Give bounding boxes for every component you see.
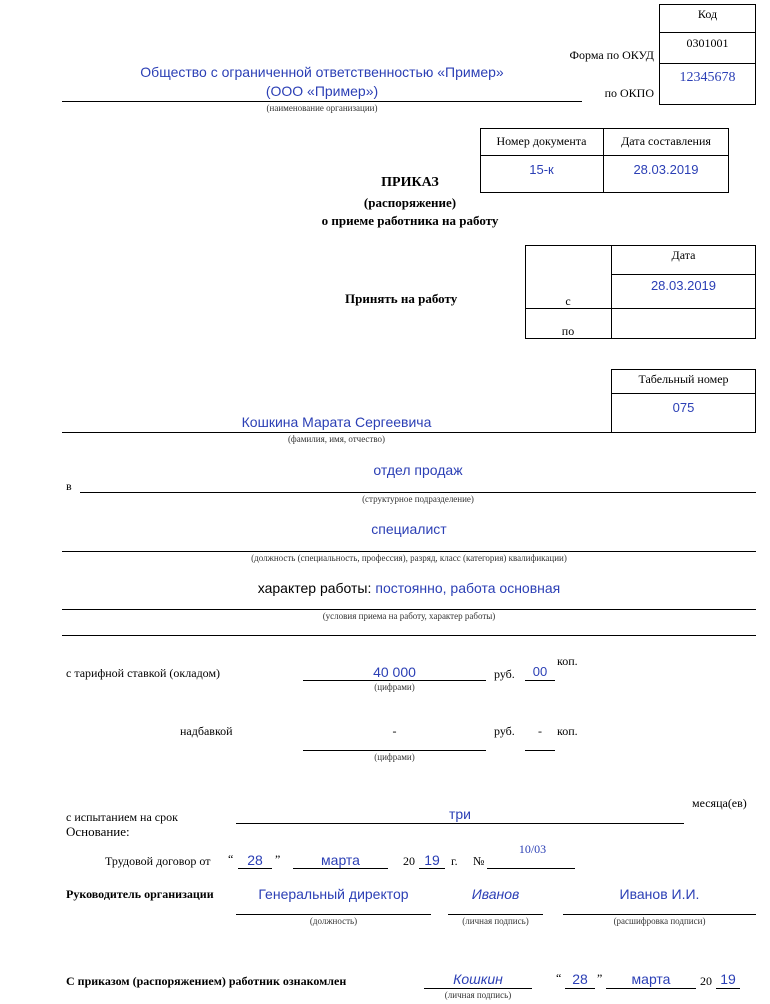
contract-quote-open: “ <box>228 852 234 866</box>
salary-caption: (цифрами) <box>374 682 415 692</box>
work-nature-line-2 <box>62 635 756 636</box>
bonus-caption: (цифрами) <box>374 752 415 762</box>
tabel-value: 075 <box>672 400 695 415</box>
head-decoded-line <box>563 914 756 915</box>
probation-value: три <box>448 806 472 822</box>
probation-label: с испытанием на срок <box>66 810 178 824</box>
okud-value: 0301001 <box>686 36 729 50</box>
doc-number-header: Номер документа <box>496 134 587 148</box>
bonus-kop: коп. <box>557 724 578 738</box>
position-caption: (должность (специальность, профессия), разряд, класс (категория) квалификации) <box>251 553 567 563</box>
head-signature-line <box>448 914 543 915</box>
divider <box>659 63 756 64</box>
acknowledge-quote-open: “ <box>556 971 562 985</box>
acknowledge-quote-close: ” <box>597 971 603 985</box>
probation-line <box>236 823 684 824</box>
acknowledge-month-line <box>606 988 696 989</box>
acknowledge-label: С приказом (распоряжением) работник ознакомлен <box>66 974 347 988</box>
head-decoded: Иванов И.И. <box>619 886 700 902</box>
contract-year-suffix: 19 <box>424 852 440 868</box>
divider <box>480 155 729 156</box>
contract-label: Трудовой договор от <box>105 854 211 868</box>
contract-number-line <box>487 868 575 869</box>
divider <box>659 32 756 33</box>
acknowledge-signature: Кошкин <box>453 971 503 987</box>
work-nature-line <box>62 609 756 610</box>
department-line <box>80 492 756 493</box>
hire-to-label: по <box>561 324 575 338</box>
department-caption: (структурное подразделение) <box>362 494 474 504</box>
head-signature-caption: (личная подпись) <box>462 916 529 926</box>
bonus-line <box>303 750 486 751</box>
position-line <box>62 551 756 552</box>
basis-label: Основание: <box>66 824 130 839</box>
contract-month: марта <box>321 852 360 868</box>
work-nature-caption: (условия приема на работу, характер работы) <box>322 611 496 621</box>
divider <box>611 274 756 275</box>
order-subtitle: (распоряжение) <box>363 195 457 210</box>
contract-year-line <box>419 868 445 869</box>
head-decoded-caption: (расшифровка подписи) <box>613 916 706 926</box>
order-subject: о приеме работника на работу <box>321 213 499 228</box>
acknowledge-year-line <box>716 988 740 989</box>
contract-quote-close: ” <box>275 852 281 866</box>
organization-caption: (наименование организации) <box>266 103 378 113</box>
hire-from-label: с <box>565 294 571 308</box>
employee-line <box>62 432 611 433</box>
work-nature-label: характер работы: <box>257 580 372 596</box>
doc-date-header: Дата составления <box>621 134 711 148</box>
acknowledge-signature-line <box>424 988 532 989</box>
order-title: ПРИКАЗ <box>381 175 439 190</box>
okud-label: Форма по ОКУД <box>569 48 654 62</box>
bonus-kop-line <box>525 750 555 751</box>
probation-unit: месяца(ев) <box>692 796 747 810</box>
hire-from-value: 28.03.2019 <box>650 278 717 293</box>
salary-kop-value: 00 <box>532 664 548 679</box>
okpo-value: 12345678 <box>679 70 736 85</box>
okpo-label: по ОКПО <box>604 86 654 100</box>
salary-rub: руб. <box>494 667 515 681</box>
position-value: специалист <box>371 521 447 537</box>
acknowledge-year-prefix: 20 <box>700 974 712 988</box>
acknowledge-month: марта <box>631 971 671 987</box>
salary-label: с тарифной ставкой (окладом) <box>66 666 221 680</box>
contract-number-label: № <box>473 854 485 868</box>
acknowledge-year-suffix: 19 <box>720 971 736 987</box>
employee-caption: (фамилия, имя, отчество) <box>287 434 386 444</box>
salary-kop: коп. <box>557 654 578 668</box>
hire-date-header: Дата <box>671 248 696 262</box>
head-label: Руководитель организации <box>66 887 214 901</box>
organization-name: Общество с ограниченной ответственностью «Пример» <box>140 64 504 80</box>
head-position-caption: (должность) <box>309 916 358 926</box>
organization-short-name: (ООО «Пример») <box>265 83 379 99</box>
salary-value: 40 000 <box>373 664 416 680</box>
contract-day: 28 <box>247 852 263 868</box>
contract-day-line <box>238 868 272 869</box>
doc-date-value: 28.03.2019 <box>633 162 699 177</box>
head-position-line <box>236 914 431 915</box>
department-value: отдел продаж <box>373 462 463 478</box>
salary-line <box>303 680 486 681</box>
acknowledge-day-line <box>565 988 595 989</box>
salary-kop-line <box>525 680 555 681</box>
acknowledge-signature-caption: (личная подпись) <box>444 990 512 1000</box>
organization-line <box>62 101 582 102</box>
work-nature-value: постоянно, работа основная <box>375 580 561 596</box>
employee-name: Кошкина Марата Сергеевича <box>241 414 432 430</box>
doc-number-value: 15-к <box>529 162 554 177</box>
work-nature-row <box>62 580 756 598</box>
department-prefix: в <box>66 479 72 493</box>
head-signature: Иванов <box>471 886 520 902</box>
contract-year-prefix: 20 <box>403 854 415 868</box>
contract-year-label: г. <box>451 854 458 868</box>
head-position: Генеральный директор <box>258 886 409 902</box>
hire-label: Принять на работу <box>345 291 458 306</box>
contract-number: 10/03 <box>518 842 547 856</box>
bonus-kop-value: - <box>538 724 542 738</box>
kod-header: Код <box>697 7 718 21</box>
tabel-header: Табельный номер <box>638 372 729 386</box>
bonus-value: - <box>392 724 397 738</box>
bonus-label: надбавкой <box>180 724 233 738</box>
divider <box>611 393 756 394</box>
acknowledge-day: 28 <box>572 971 588 987</box>
contract-month-line <box>293 868 388 869</box>
bonus-rub: руб. <box>494 724 515 738</box>
